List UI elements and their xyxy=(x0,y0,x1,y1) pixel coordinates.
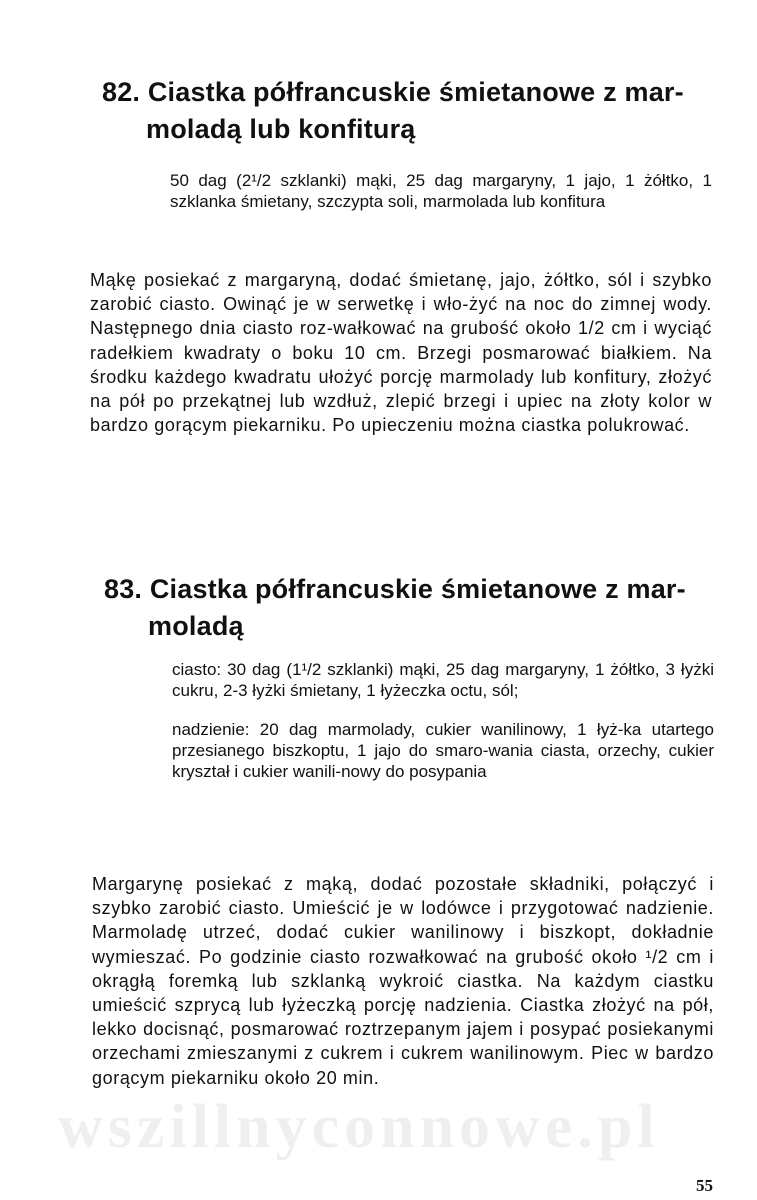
recipe-83-ingredients xyxy=(172,659,714,782)
recipe-83-method: Margarynę posiekać z mąką, dodać pozostałe składniki, połączyć i szybko zarobić ciasto. Umieścić je w lodówce i przygotować nadzienie. Marmoladę utrzeć, dodać cukier wanilinowy i biszkopt, dokładnie wymieszać. Po godzinie ciasto rozwałkować na grubość około ¹/2 cm i okrągłą foremką lub szklanką wykroić ciastka. Na każdym ciastku umieścić szprycą lub łyżeczką porcję nadzienia. Ciastka złożyć na pół, lekko docisnąć, posmarować roztrzepanym jajem i posypać posiekanymi orzechami zmieszanymi z cukrem i cukrem wanilinowym. Piec w bardzo gorącym piekarniku około 20 min. xyxy=(92,874,714,1088)
recipe-83-dough-ingredients: ciasto: 30 dag (1¹/2 szklanki) mąki, 25 dag margaryny, 1 żółtko, 3 łyżki cukru, 2-3 łyżki śmietany, 1 łyżeczka octu, sól; xyxy=(172,660,714,700)
recipe-82-title-line-2: moladą lub konfiturą xyxy=(146,114,416,144)
recipe-83-title-line-2: moladą xyxy=(148,611,244,641)
recipe-83-filling-ingredients: nadzienie: 20 dag marmolady, cukier wanilinowy, 1 łyż-ka utartego przesianego biszkoptu, 1 jajo do smaro-wania ciasta, orzechy, cukier kryształ i cukier wanili-nowy do posypania xyxy=(172,720,714,781)
watermark: wszillnyconnowe.pl xyxy=(58,1093,660,1161)
recipe-83-title-line-1: 83. Ciastka półfrancuskie śmietanowe z mar- xyxy=(104,574,686,604)
recipe-82-title-line-1: 82. Ciastka półfrancuskie śmietanowe z mar- xyxy=(102,77,684,107)
recipe-82-ingredients xyxy=(170,170,712,212)
recipe-82-method: Mąkę posiekać z margaryną, dodać śmietanę, jajo, żółtko, sól i szybko zarobić ciasto. Owinąć je w serwetkę i wło-żyć na noc do zimnej wody. Następnego dnia ciasto roz-wałkować na grubość około 1/2 cm i wyciąć radełkiem kwadraty o boku 10 cm. Brzegi posmarować białkiem. Na środku każdego kwadratu ułożyć porcję marmolady lub konfitury, złożyć na pół po przekątnej lub wzdłuż, zlepić brzegi i upiec na złoty kolor w bardzo gorącym piekarniku. Po upieczeniu można ciastka polukrować. xyxy=(90,270,712,436)
page-number: 55 xyxy=(696,1176,713,1195)
recipe-83-title xyxy=(104,571,724,645)
recipe-82-ingredients-list: 50 dag (2¹/2 szklanki) mąki, 25 dag margaryny, 1 jajo, 1 żółtko, 1 szklanka śmietany, szczypta soli, marmolada lub konfitura xyxy=(170,171,712,211)
recipe-82-title xyxy=(102,74,722,148)
